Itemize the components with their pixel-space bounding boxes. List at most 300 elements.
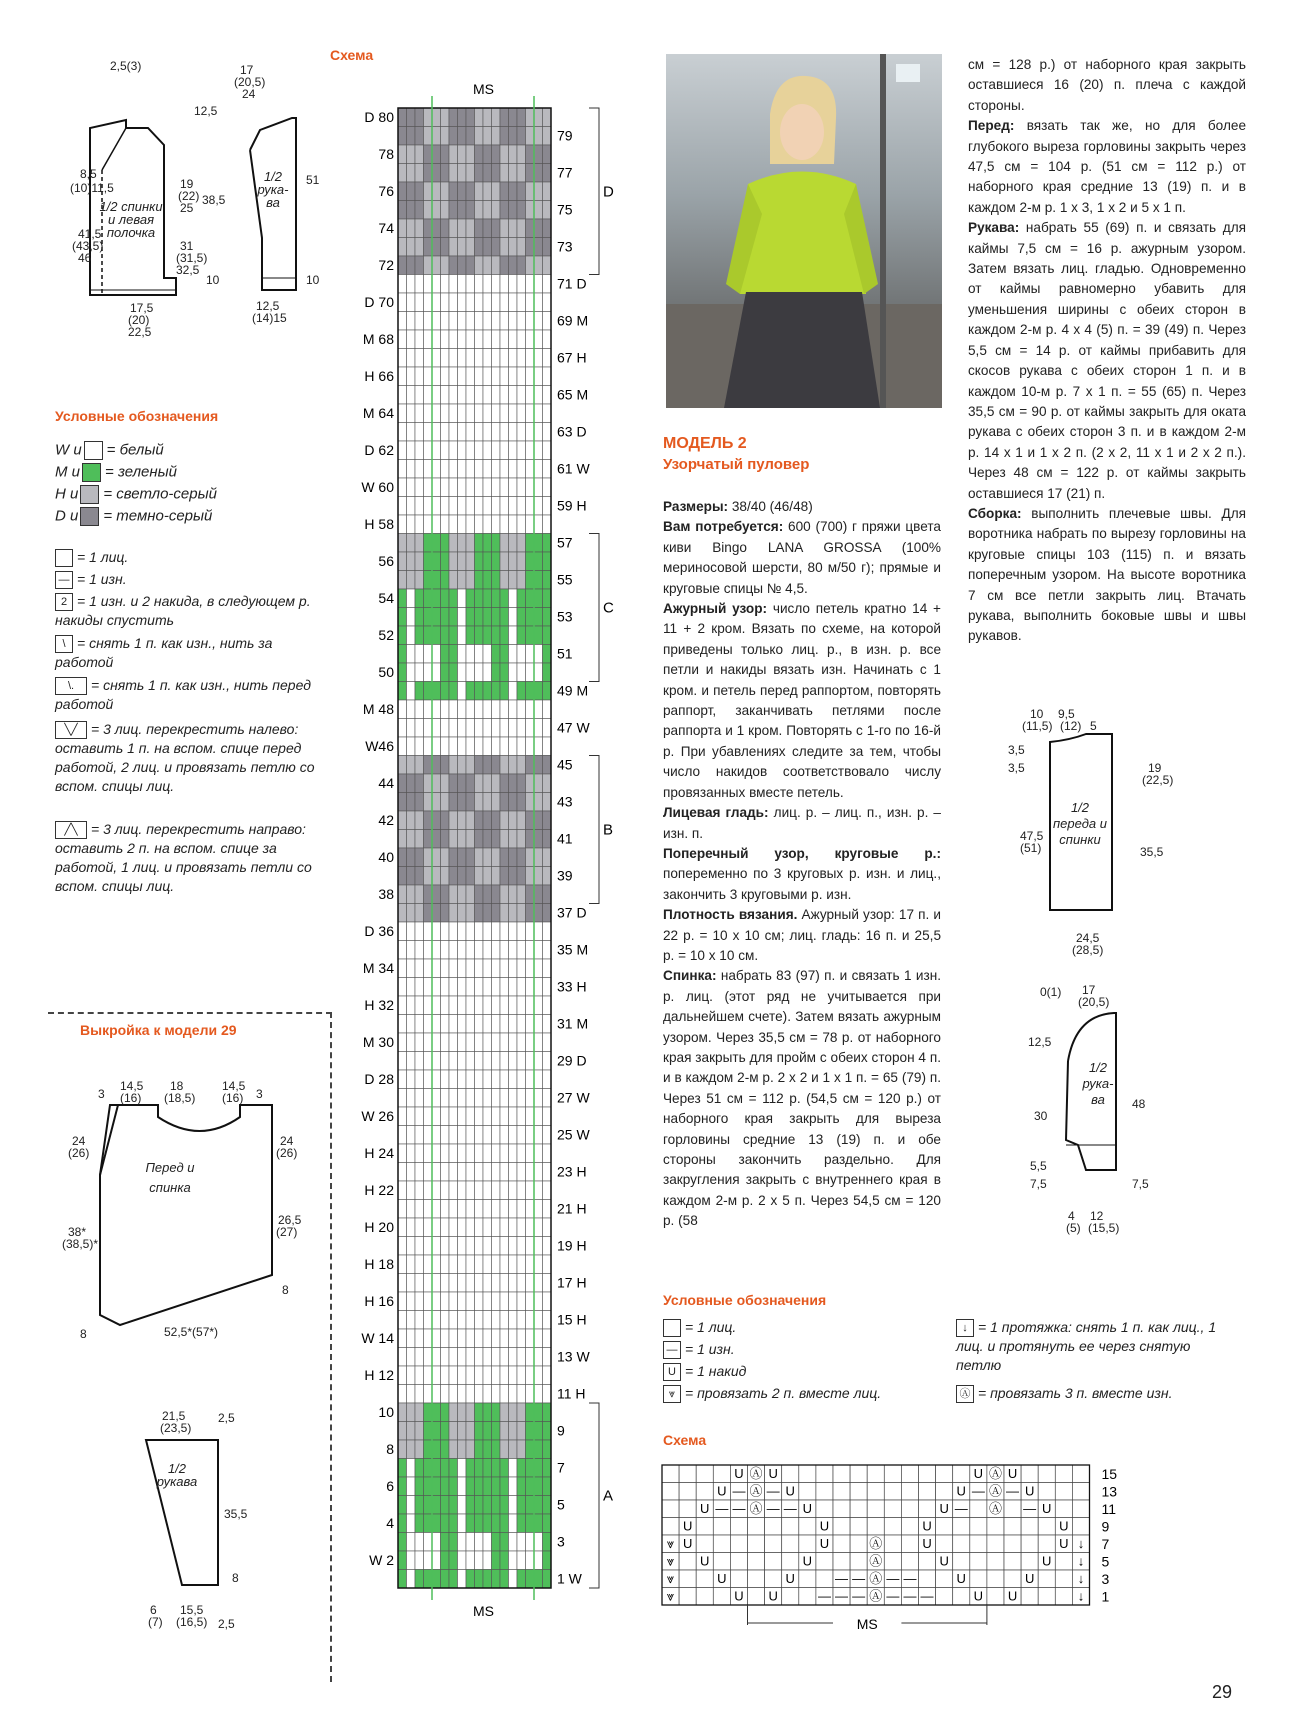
- schema2-title: Схема: [663, 1432, 707, 1448]
- chart-cell: [483, 996, 492, 1015]
- chart-cell: [483, 108, 492, 127]
- chart-cell: [424, 904, 433, 923]
- lace-cell: [1021, 1588, 1038, 1606]
- chart-cell: [441, 1237, 450, 1256]
- chart-cell: [466, 386, 475, 405]
- chart-cell: [466, 1033, 475, 1052]
- row-label-left: H 66: [364, 368, 394, 384]
- chart-cell: [432, 515, 441, 534]
- chart-cell: [492, 756, 501, 775]
- chart-cell: [500, 201, 509, 220]
- piece-title: 1/2 спинки и левая полочка: [99, 199, 163, 240]
- lace-cell: [987, 1588, 1004, 1606]
- chart-cell: [483, 1181, 492, 1200]
- chart-cell: [517, 1514, 526, 1533]
- chart-cell: [526, 885, 535, 904]
- chart-cell: [543, 1089, 552, 1108]
- chart-cell: [398, 478, 407, 497]
- chart-cell: [424, 312, 433, 331]
- chart-cell: [449, 719, 458, 738]
- chart-cell: [424, 793, 433, 812]
- chart-cell: [415, 293, 424, 312]
- chart-cell: [543, 904, 552, 923]
- chart-cell: [492, 423, 501, 442]
- dim-label: 47,5: [1020, 829, 1044, 843]
- chart-cell: [475, 848, 484, 867]
- chart-cell: [509, 182, 518, 201]
- chart-cell: [526, 238, 535, 257]
- dim-label: 26,5: [278, 1213, 302, 1227]
- chart-cell: [407, 1477, 416, 1496]
- chart-cell: [517, 756, 526, 775]
- chart-cell: [407, 145, 416, 164]
- chart-cell: [483, 941, 492, 960]
- chart-cell: [458, 1033, 467, 1052]
- chart-cell: [526, 700, 535, 719]
- chart-cell: [526, 830, 535, 849]
- chart-cell: [509, 830, 518, 849]
- chart-cell: [398, 164, 407, 183]
- chart-cell: [475, 941, 484, 960]
- lace-row-label: 15: [1101, 1466, 1118, 1482]
- paragraph-text: число петель кратно 14 + 11 + 2 кром. Вязать по схеме, на которой приведены только лиц. р., в изн. р. все петли и накиды вязать изн. Начинать с 1 кром. и петель перед раппортом, повторять раппорт, заканчивать петлями после раппорта и 1 кром. Повторять с 1-го по 16-й р. При убавлениях следите за тем, чтобы число накидов соответствовало числу провязанных вместе петель.: [663, 601, 941, 800]
- chart-cell: [492, 182, 501, 201]
- chart-cell: [509, 1496, 518, 1515]
- chart-cell: [449, 700, 458, 719]
- lace-symbol: —: [715, 1501, 729, 1516]
- chart-cell: [466, 127, 475, 146]
- chart-cell: [415, 201, 424, 220]
- chart-cell: [492, 996, 501, 1015]
- chart-cell: [517, 145, 526, 164]
- chart-cell: [526, 978, 535, 997]
- chart-cell: [424, 700, 433, 719]
- chart-cell: [458, 1311, 467, 1330]
- text-column-2: [968, 55, 1246, 647]
- row-label-right: 1 W: [557, 1570, 582, 1587]
- chart-cell: [534, 922, 543, 941]
- row-label-left: D 62: [364, 442, 394, 458]
- chart-cell: [483, 737, 492, 756]
- chart-cell: [475, 811, 484, 830]
- chart-cell: [432, 460, 441, 479]
- lace-cell: [799, 1588, 816, 1606]
- chart-cell: [432, 1089, 441, 1108]
- chart-cell: [543, 1255, 552, 1274]
- chart-cell: [509, 1348, 518, 1367]
- lace-cell: [936, 1483, 953, 1501]
- chart-cell: [407, 1218, 416, 1237]
- chart-cell: [517, 1052, 526, 1071]
- chart-cell: [407, 645, 416, 664]
- ms-label: MS: [473, 1603, 494, 1619]
- chart-cell: [398, 1218, 407, 1237]
- chart-cell: [543, 1292, 552, 1311]
- chart-cell: [466, 1311, 475, 1330]
- lace-cell: [1055, 1570, 1072, 1588]
- dim-label: 12: [1090, 1209, 1104, 1223]
- chart-cell: [534, 1514, 543, 1533]
- chart-cell: [466, 1015, 475, 1034]
- chart-cell: [500, 1551, 509, 1570]
- dim-label: 2,5(3): [110, 59, 142, 73]
- chart-cell: [458, 330, 467, 349]
- chart-cell: [432, 552, 441, 571]
- chart-cell: [492, 460, 501, 479]
- chart-cell: [483, 904, 492, 923]
- chart-cell: [424, 1533, 433, 1552]
- chart-cell: [449, 922, 458, 941]
- chart-cell: [509, 1200, 518, 1219]
- lace-symbol: —: [886, 1571, 900, 1586]
- chart-cell: [398, 793, 407, 812]
- chart-cell: [415, 1089, 424, 1108]
- chart-cell: [543, 145, 552, 164]
- chart-cell: [449, 626, 458, 645]
- chart-cell: [492, 127, 501, 146]
- lace-symbol: U: [819, 1536, 830, 1551]
- chart-cell: [432, 1052, 441, 1071]
- chart-cell: [526, 515, 535, 534]
- chart-cell: [424, 108, 433, 127]
- chart-cell: [424, 534, 433, 553]
- chart-cell: [441, 682, 450, 701]
- chart-cell: [407, 719, 416, 738]
- chart-cell: [407, 1274, 416, 1293]
- lace-cell: [696, 1483, 713, 1501]
- chart-cell: [466, 1255, 475, 1274]
- chart-cell: [458, 552, 467, 571]
- chart-cell: [458, 1255, 467, 1274]
- paragraph-heading: Сборка:: [968, 505, 1022, 521]
- chart-cell: [466, 1237, 475, 1256]
- chart-cell: [543, 293, 552, 312]
- chart-cell: [534, 1403, 543, 1422]
- chart-cell: [449, 1551, 458, 1570]
- chart-cell: [500, 700, 509, 719]
- lace-symbol: Ⓐ: [869, 1571, 883, 1586]
- chart-cell: [543, 996, 552, 1015]
- chart-cell: [415, 811, 424, 830]
- chart-cell: [415, 145, 424, 164]
- chart-cell: [526, 1385, 535, 1404]
- chart-cell: [500, 1126, 509, 1145]
- chart-cell: [449, 571, 458, 590]
- chart-cell: [526, 737, 535, 756]
- chart-cell: [492, 1052, 501, 1071]
- dim-label: 8: [80, 1327, 87, 1341]
- chart-cell: [458, 904, 467, 923]
- chart-cell: [432, 1218, 441, 1237]
- chart-cell: [466, 978, 475, 997]
- chart-cell: [407, 1089, 416, 1108]
- row-label-right: 57: [557, 534, 573, 551]
- chart-cell: [492, 1181, 501, 1200]
- row-label-left: 56: [378, 553, 394, 569]
- lace-symbol: U: [682, 1536, 693, 1551]
- lace-cell: [748, 1588, 765, 1606]
- row-label-right: 79: [557, 127, 573, 144]
- chart-cell: [441, 1089, 450, 1108]
- chart-cell: [475, 201, 484, 220]
- chart-cell: [449, 1440, 458, 1459]
- chart-cell: [509, 1440, 518, 1459]
- lace-symbol: U: [717, 1571, 727, 1586]
- chart-cell: [492, 497, 501, 516]
- chart-cell: [441, 1200, 450, 1219]
- lace-cell: [679, 1500, 696, 1518]
- chart-cell: [407, 404, 416, 423]
- chart-cell: [415, 589, 424, 608]
- chart-cell: [466, 737, 475, 756]
- chart-cell: [424, 386, 433, 405]
- chart-cell: [492, 1385, 501, 1404]
- chart-cell: [509, 1144, 518, 1163]
- row-label-left: 6: [386, 1478, 394, 1494]
- chart-cell: [509, 386, 518, 405]
- chart-cell: [500, 552, 509, 571]
- chart-cell: [424, 663, 433, 682]
- chart-cell: [398, 1570, 407, 1589]
- chart-cell: [398, 145, 407, 164]
- chart-cell: [449, 1181, 458, 1200]
- chart-cell: [415, 867, 424, 886]
- chart-cell: [441, 1533, 450, 1552]
- lace-cell: [901, 1518, 918, 1536]
- chart-cell: [398, 256, 407, 275]
- chart-cell: [398, 1329, 407, 1348]
- chart-cell: [492, 608, 501, 627]
- lace-cell: [953, 1518, 970, 1536]
- chart-cell: [500, 1403, 509, 1422]
- chart-cell: [483, 238, 492, 257]
- dim-label: 14,5: [120, 1079, 144, 1093]
- text-paragraph: [663, 844, 941, 905]
- chart-cell: [441, 830, 450, 849]
- dim-label: (16,5): [176, 1615, 208, 1629]
- chart-cell: [432, 108, 441, 127]
- chart-cell: [458, 645, 467, 664]
- chart-cell: [458, 1385, 467, 1404]
- chart-cell: [398, 108, 407, 127]
- chart-cell: [398, 127, 407, 146]
- chart-cell: [483, 663, 492, 682]
- lace-cell: [1004, 1535, 1021, 1553]
- chart-cell: [483, 1052, 492, 1071]
- chart-cell: [415, 848, 424, 867]
- chart-cell: [534, 127, 543, 146]
- chart-cell: [492, 700, 501, 719]
- chart-cell: [415, 1366, 424, 1385]
- lace-cell: [799, 1518, 816, 1536]
- chart-cell: [449, 867, 458, 886]
- chart-cell: [526, 1255, 535, 1274]
- chart-cell: [466, 774, 475, 793]
- chart-cell: [534, 182, 543, 201]
- chart-cell: [500, 1329, 509, 1348]
- front-piece-title: 1/2 переда и спинки: [1053, 800, 1107, 847]
- chart-cell: [517, 1551, 526, 1570]
- chart-cell: [526, 904, 535, 923]
- paragraph-text: выполнить плечевые швы. Для воротника набрать по вырезу горловины на круговые спицы 103 (115) п. и вязать поперечным узором. На высоте воротника 7 см все петли закрыть лиц. Втачать рукава, выполнить боковые швы и швы рукавов.: [968, 505, 1246, 644]
- chart-cell: [543, 330, 552, 349]
- lace-symbol: U: [802, 1553, 813, 1569]
- chart-cell: [407, 978, 416, 997]
- chart-cell: [415, 182, 424, 201]
- row-label-left: D 28: [364, 1071, 394, 1087]
- chart-cell: [407, 1181, 416, 1200]
- chart-cell: [458, 182, 467, 201]
- chart-cell: [509, 756, 518, 775]
- chart-cell: [466, 996, 475, 1015]
- stitch-symbol-icon: \.: [55, 677, 87, 695]
- chart-cell: [500, 534, 509, 553]
- chart-cell: [543, 811, 552, 830]
- chart-cell: [449, 367, 458, 386]
- chart-cell: [483, 534, 492, 553]
- chart-cell: [424, 830, 433, 849]
- chart-cell: [424, 404, 433, 423]
- chart-cell: [526, 127, 535, 146]
- dim-label: 48: [1132, 1097, 1146, 1111]
- chart-cell: [449, 1477, 458, 1496]
- dim-label: 35,5: [1140, 845, 1164, 859]
- text-paragraph: [663, 497, 941, 517]
- chart-cell: [458, 1107, 467, 1126]
- chart-cell: [492, 515, 501, 534]
- chart-cell: [424, 922, 433, 941]
- chart-cell: [509, 719, 518, 738]
- lace-cell: [1038, 1588, 1055, 1606]
- chart-cell: [398, 1107, 407, 1126]
- legend2-row: [663, 1362, 943, 1381]
- row-label-left: W 14: [361, 1330, 394, 1346]
- chart-cell: [483, 1107, 492, 1126]
- chart-cell: [534, 312, 543, 331]
- chart-cell: [483, 848, 492, 867]
- row-label-right: 17 H: [557, 1274, 587, 1291]
- chart-cell: [500, 127, 509, 146]
- legend2-title: Условные обозначения: [663, 1292, 827, 1308]
- chart-cell: [483, 1200, 492, 1219]
- chart-cell: [483, 1348, 492, 1367]
- chart-cell: [526, 145, 535, 164]
- chart-cell: [424, 1033, 433, 1052]
- chart-cell: [500, 1052, 509, 1071]
- chart-cell: [492, 1070, 501, 1089]
- chart-cell: [449, 1533, 458, 1552]
- lace-cell: [799, 1535, 816, 1553]
- lace-cell: [850, 1535, 867, 1553]
- chart-cell: [543, 219, 552, 238]
- row-label-right: 55: [557, 571, 573, 588]
- chart-cell: [517, 996, 526, 1015]
- lace-cell: [953, 1588, 970, 1606]
- chart-cell: [458, 441, 467, 460]
- chart-cell: [543, 1052, 552, 1071]
- row-label-right: 61 W: [557, 460, 590, 477]
- dim-label: 5,5: [1030, 1159, 1047, 1173]
- text-paragraph: [968, 218, 1246, 504]
- chart-cell: [415, 1163, 424, 1182]
- chart-cell: [543, 922, 552, 941]
- chart-cell: [500, 460, 509, 479]
- chart-cell: [458, 867, 467, 886]
- chart-cell: [458, 201, 467, 220]
- lace-symbol: —: [817, 1588, 831, 1604]
- dim-label: 52,5*(57*): [164, 1325, 219, 1339]
- legend-text: = 1 лиц.: [685, 1319, 737, 1335]
- lace-cell: [1004, 1518, 1021, 1536]
- chart-cell: [415, 441, 424, 460]
- chart-cell: [509, 1126, 518, 1145]
- lace-row-label: 1: [1101, 1588, 1110, 1605]
- chart-cell: [449, 1200, 458, 1219]
- chart-cell: [517, 1033, 526, 1052]
- chart-cell: [534, 1348, 543, 1367]
- chart-cell: [534, 978, 543, 997]
- chart-cell: [543, 164, 552, 183]
- lace-cell: [1072, 1483, 1089, 1501]
- lace-cell: [901, 1553, 918, 1571]
- chart-cell: [500, 571, 509, 590]
- chart-cell: [543, 1274, 552, 1293]
- chart-cell: [534, 552, 543, 571]
- chart-cell: [517, 682, 526, 701]
- chart-cell: [441, 534, 450, 553]
- chart-cell: [432, 1440, 441, 1459]
- chart-cell: [398, 1440, 407, 1459]
- chart-cell: [424, 182, 433, 201]
- chart-cell: [424, 1274, 433, 1293]
- row-label-left: 40: [378, 849, 394, 865]
- chart-cell: [483, 552, 492, 571]
- chart-cell: [475, 349, 484, 368]
- chart-cell: [441, 441, 450, 460]
- chart-cell: [500, 478, 509, 497]
- chart-cell: [398, 1551, 407, 1570]
- chart-cell: [398, 1311, 407, 1330]
- chart-cell: [475, 1237, 484, 1256]
- row-label-left: 76: [378, 183, 394, 199]
- text-paragraph: [968, 116, 1246, 218]
- chart-cell: [415, 904, 424, 923]
- chart-cell: [398, 1200, 407, 1219]
- chart-cell: [517, 238, 526, 257]
- chart-cell: [492, 626, 501, 645]
- chart-cell: [543, 978, 552, 997]
- chart-cell: [534, 293, 543, 312]
- chart-cell: [534, 1015, 543, 1034]
- stitch-symbol-icon: 2: [55, 593, 73, 611]
- chart-cell: [415, 1459, 424, 1478]
- legend-text: = зеленый: [105, 463, 178, 481]
- lace-symbol: U: [1042, 1553, 1052, 1569]
- chart-cell: [492, 1274, 501, 1293]
- chart-cell: [449, 478, 458, 497]
- chart-cell: [432, 1237, 441, 1256]
- chart-cell: [517, 737, 526, 756]
- chart-cell: [441, 1329, 450, 1348]
- dim-label: 21,5: [162, 1409, 186, 1423]
- chart-cell: [517, 1181, 526, 1200]
- chart-cell: [449, 885, 458, 904]
- chart-cell: [517, 201, 526, 220]
- chart-cell: [526, 626, 535, 645]
- dim-label: 14,5: [222, 1079, 246, 1093]
- dim-label: (22): [178, 189, 200, 203]
- chart-cell: [441, 497, 450, 516]
